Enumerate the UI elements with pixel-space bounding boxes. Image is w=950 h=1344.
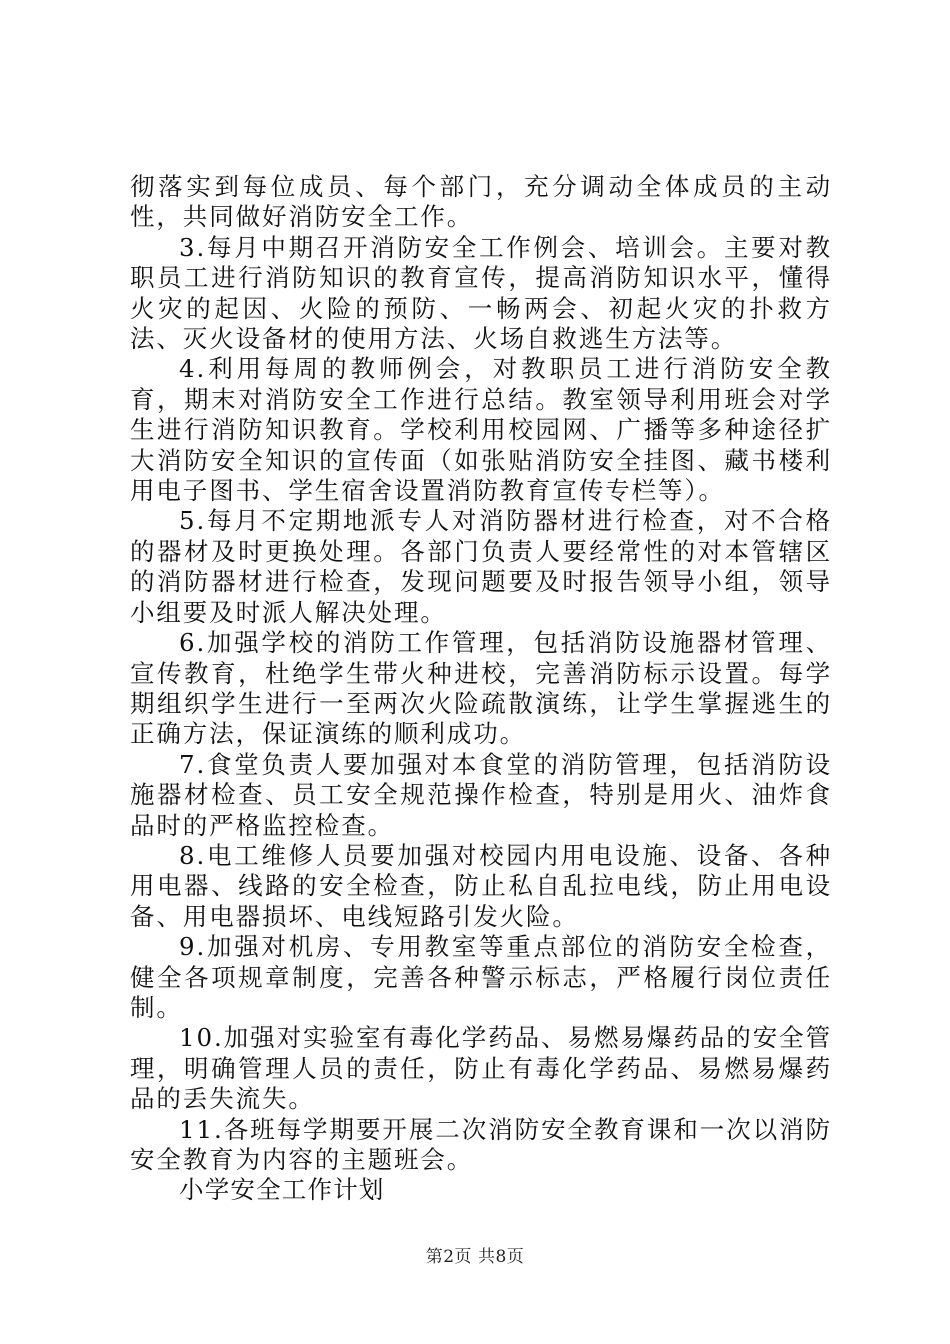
paragraph-item-10: 10.加强对实验室有毒化学药品、易燃易爆药品的安全管理，明确管理人员的责任，防止有毒化学药品、易燃易爆药品的丢失流失。 bbox=[130, 1023, 832, 1114]
paragraph-continuation: 彻落实到每位成员、每个部门，充分调动全体成员的主动性，共同做好消防安全工作。 bbox=[130, 172, 832, 232]
paragraph-item-11: 11.各班每学期要开展二次消防安全教育课和一次以消防安全教育为内容的主题班会。 bbox=[130, 1114, 832, 1174]
paragraph-item-8: 8.电工维修人员要加强对校园内用电设施、设备、各种用电器、线路的安全检查，防止私自乱拉电线，防止用电设备、用电器损坏、电线短路引发火险。 bbox=[130, 840, 832, 931]
paragraph-item-6: 6.加强学校的消防工作管理，包括消防设施器材管理、宣传教育，杜绝学生带火种进校，完善消防标示设置。每学期组织学生进行一至两次火险疏散演练，让学生掌握逃生的正确方法，保证演练的顺利成功。 bbox=[130, 628, 832, 749]
document-body bbox=[130, 172, 832, 1206]
closing-title: 小学安全工作计划 bbox=[179, 1175, 385, 1205]
paragraph-item-4: 4.利用每周的教师例会，对教职员工进行消防安全教育，期末对消防安全工作进行总结。教室领导利用班会对学生进行消防知识教育。学校利用校园网、广播等多种途径扩大消防安全知识的宣传面（如张贴消防安全挂图、藏书楼利用电子图书、学生宿舍设置消防教育宣传专栏等）。 bbox=[130, 354, 832, 506]
paragraph-item-3: 3.每月中期召开消防安全工作例会、培训会。主要对教职员工进行消防知识的教育宣传，提高消防知识水平，懂得火灾的起因、火险的预防、一畅两会、初起火灾的扑救方法、灭火设备材的使用方法、火场自救逃生方法等。 bbox=[130, 232, 832, 354]
paragraph-item-5: 5.每月不定期地派专人对消防器材进行检查，对不合格的器材及时更换处理。各部门负责人要经常性的对本管辖区的消防器材进行检查，发现问题要及时报告领导小组，领导小组要及时派人解决处理。 bbox=[130, 506, 832, 627]
paragraph-item-9: 9.加强对机房、专用教室等重点部位的消防安全检查，健全各项规章制度，完善各种警示标志，严格履行岗位责任制。 bbox=[130, 932, 832, 1022]
paragraph-item-7: 7.食堂负责人要加强对本食堂的消防管理，包括消防设施器材检查、员工安全规范操作检查，特别是用火、油炸食品时的严格监控检查。 bbox=[130, 749, 832, 840]
page-number-footer: 第2页 共8页 bbox=[425, 1247, 525, 1267]
